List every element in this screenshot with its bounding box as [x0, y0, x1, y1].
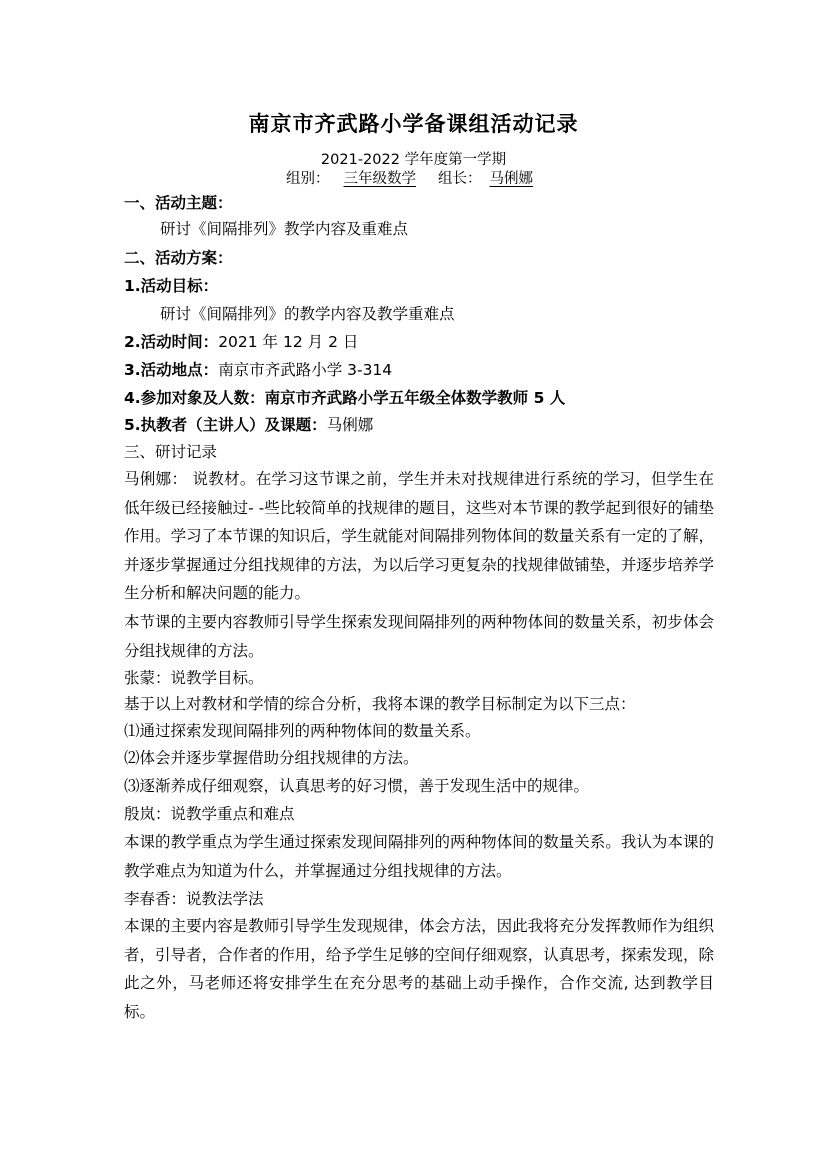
section-1-heading: 一、活动主题： — [124, 194, 233, 212]
goal-label: 1.活动目标： — [124, 277, 219, 295]
paragraph-speaker-zhang: 张蒙：说教学目标。 — [124, 669, 264, 687]
goal-item-3: ⑶逐渐养成仔细观察，认真思考的好习惯，善于发现生活中的规律。 — [124, 777, 590, 795]
place-line — [124, 357, 392, 383]
leader-value: 马俐娜 — [489, 171, 533, 187]
group-label: 组别： — [286, 171, 330, 187]
group-line — [0, 167, 827, 188]
place-label: 3.活动地点： — [124, 361, 219, 379]
section-1-text: 研讨《间隔排列》教学内容及重难点 — [160, 220, 409, 238]
time-label: 2.活动时间： — [124, 333, 219, 351]
participants-line: 4.参加对象及人数：南京市齐武路小学五年级全体数学教师 5 人 — [124, 389, 566, 407]
paragraph-methods: 本课的主要内容是教师引导学生发现规律，体会方法，因此我将充分发挥教师作为组织者，引导者，合作者的作用，给予学生足够的空间仔细观察，认真思考，探索发现，除此之外，马老师还将安排学生在充分思考的基础上动手操作，合作交流, 达到教学目标。 — [124, 917, 714, 1021]
time-line — [124, 329, 358, 355]
section-3-heading: 三、研讨记录 — [124, 443, 218, 461]
presenter-label: 5.执教者（主讲人）及课题： — [124, 416, 327, 434]
paragraph-goals-intro: 基于以上对教材和学情的综合分析，我将本课的教学目标制定为以下三点： — [124, 695, 636, 713]
goal-item-2: ⑵体会并逐步掌握借助分组找规律的方法。 — [124, 749, 419, 767]
goal-item-1: ⑴通过探索发现间隔排列的两种物体间的数量关系。 — [124, 722, 481, 740]
paragraph-main-content: 本节课的主要内容教师引导学生探索发现间隔排列的两种物体间的数量关系，初步体会分组找规律的方法。 — [124, 613, 714, 660]
paragraph-textbook: 马俐娜： 说教材。在学习这节课之前，学生并未对找规律进行系统的学习，但学生在低年级已经接触过- -些比较简单的找规律的题目，这些对本节课的教学起到很好的铺垫作用。学习了本节课的知识后，学生就能对间隔排列物体间的数量关系有一定的了解，并逐步掌握通过分组找规律的方法，为以后学习更复杂的找规律做铺垫，并逐步培养学生分析和解决问题的能力。 — [124, 470, 714, 602]
paragraph-speaker-li: 李春香：说教法学法 — [124, 890, 264, 908]
term-line: 2021-2022 学年度第一学期 — [320, 152, 507, 168]
time-value: 2021 年 12 月 2 日 — [218, 333, 359, 351]
paragraph-speaker-yin: 殷岚：说教学重点和难点 — [124, 805, 295, 823]
place-value: 南京市齐武路小学 3-314 — [218, 361, 393, 379]
goal-text: 研讨《间隔排列》的教学内容及教学重难点 — [160, 305, 455, 323]
presenter-line — [124, 412, 373, 438]
leader-label: 组长： — [438, 171, 482, 187]
document-title: 南京市齐武路小学备课组活动记录 — [248, 111, 579, 136]
paragraph-key-points: 本课的教学重点为学生通过探索发现间隔排列的两种物体间的数量关系。我认为本课的教学难点为知道为什么，并掌握通过分组找规律的方法。 — [124, 833, 714, 880]
presenter-value: 马俐娜 — [326, 416, 374, 434]
section-2-heading: 二、活动方案： — [124, 249, 233, 267]
group-value: 三年级数学 — [343, 171, 416, 187]
